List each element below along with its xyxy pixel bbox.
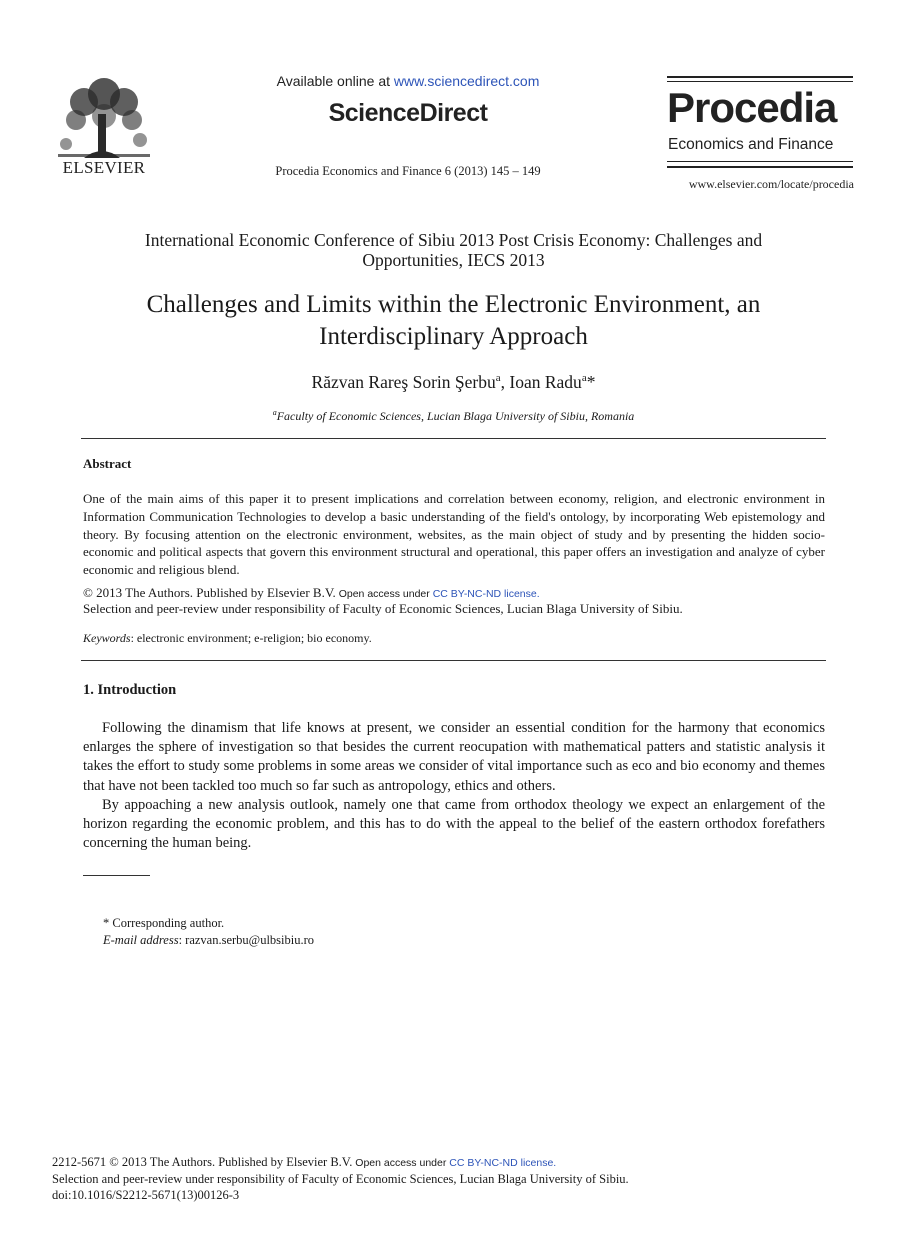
license-link[interactable]: CC BY-NC-ND license. — [432, 588, 540, 600]
abstract-heading: Abstract — [83, 456, 132, 471]
available-online-label: Available online at — [276, 73, 394, 89]
doi[interactable]: doi:10.1016/S2212-5671(13)00126-3 — [52, 1188, 240, 1203]
email-address[interactable]: : razvan.serbu@ulbsibiu.ro — [178, 933, 315, 947]
introduction-body — [83, 719, 825, 853]
paragraph: By appoaching a new analysis outlook, namely one that came from orthodox theology we expect an enlargement of the horizon regarding the economic problem, and this has to do with the appeal to the belief of the eastern orthodox forefathers concerning the human being. — [83, 796, 825, 852]
journal-subtitle: Economics and Finance — [668, 136, 834, 153]
section-divider — [81, 438, 826, 439]
open-access-label: Open access under — [335, 588, 433, 600]
paper-title: Challenges and Limits within the Electronic Environment, an Interdisciplinary Approach — [146, 291, 761, 350]
brand-rule — [667, 166, 853, 168]
author-name: Ioan Radu — [509, 372, 582, 392]
corresponding-author-note: * Corresponding author. — [103, 916, 225, 930]
available-online-line — [200, 73, 616, 89]
affiliation-marker: a — [581, 372, 587, 385]
paragraph: Following the dinamism that life knows at present, we consider an essential condition for the harmony that economics enlarges the sphere of investigation so that besides the current reocupation with mathematical patters and statistic analysis it takes the effort to study some problems in some areas we consider of vital importance such as eco and bio economy and themes that have not been tackled too much so far such as antropology, ethics and others. — [83, 720, 825, 794]
brand-rule — [667, 81, 853, 82]
footnote-rule — [83, 875, 150, 876]
affiliation — [100, 408, 807, 424]
peer-review-statement: Selection and peer-review under responsibility of Faculty of Economic Sciences, Lucian Blaga University of Sibiu. — [83, 601, 683, 616]
affiliation-text: Faculty of Economic Sciences, Lucian Blaga University of Sibiu, Romania — [276, 409, 635, 423]
brand-rule — [667, 161, 853, 162]
journal-reference: Procedia Economics and Finance 6 (2013) 145 – 149 — [275, 164, 541, 178]
affiliation-marker: a — [495, 372, 501, 385]
section-divider — [81, 660, 826, 661]
abstract-body: One of the main aims of this paper it to present implications and correlation between economy, religion, and electronic environment in Information Communication Technologies to develop a basic understanding of the field's ontology, by incorporating Web epistemology and theory. By focusing attention on the electronic environment, websites, as the main object of study and by presenting the hidden socio-economic and political aspects that govern this environment structural and operational, this paper offers an investigation and analyze of cyber economic and religious blend. — [83, 491, 825, 578]
journal-brand: Procedia — [667, 84, 837, 131]
platform-title: ScienceDirect — [328, 99, 488, 127]
corresponding-marker: * — [586, 372, 596, 392]
keywords — [83, 631, 825, 646]
issn-text: 2212-5671 © 2013 The Authors. Published by Elsevier B.V. — [52, 1155, 353, 1169]
open-access-label: Open access under — [352, 1157, 450, 1169]
license-link[interactable]: CC BY-NC-ND license. — [449, 1157, 557, 1169]
sciencedirect-link[interactable]: www.sciencedirect.com — [393, 73, 540, 89]
section-heading: 1. Introduction — [83, 682, 177, 698]
publisher-logo-text: ELSEVIER — [62, 158, 146, 177]
email-line — [103, 932, 314, 948]
footer-selection: Selection and peer-review under responsibility of Faculty of Economic Sciences, Lucian Blaga University of Sibiu. — [52, 1172, 629, 1187]
footer-issn-line — [52, 1154, 852, 1171]
keywords-text: : electronic environment; e-religion; bio economy. — [130, 631, 372, 645]
keywords-label: Keywords — [83, 631, 131, 645]
author-list — [100, 372, 807, 393]
journal-url[interactable]: www.elsevier.com/locate/procedia — [688, 177, 854, 191]
conference-name: International Economic Conference of Sibiu 2013 Post Crisis Economy: Challenges and Opportunities, IECS 2013 — [144, 230, 763, 270]
affiliation-sup: a — [272, 408, 277, 417]
email-label: E-mail address — [103, 933, 179, 947]
author-name: Răzvan Rareş Sorin Şerbu — [311, 372, 496, 392]
author-separator: , — [500, 372, 510, 392]
brand-rule — [667, 76, 853, 78]
page-footer — [52, 1154, 852, 1204]
copyright-text: © 2013 The Authors. Published by Elsevier B.V. — [83, 585, 336, 600]
